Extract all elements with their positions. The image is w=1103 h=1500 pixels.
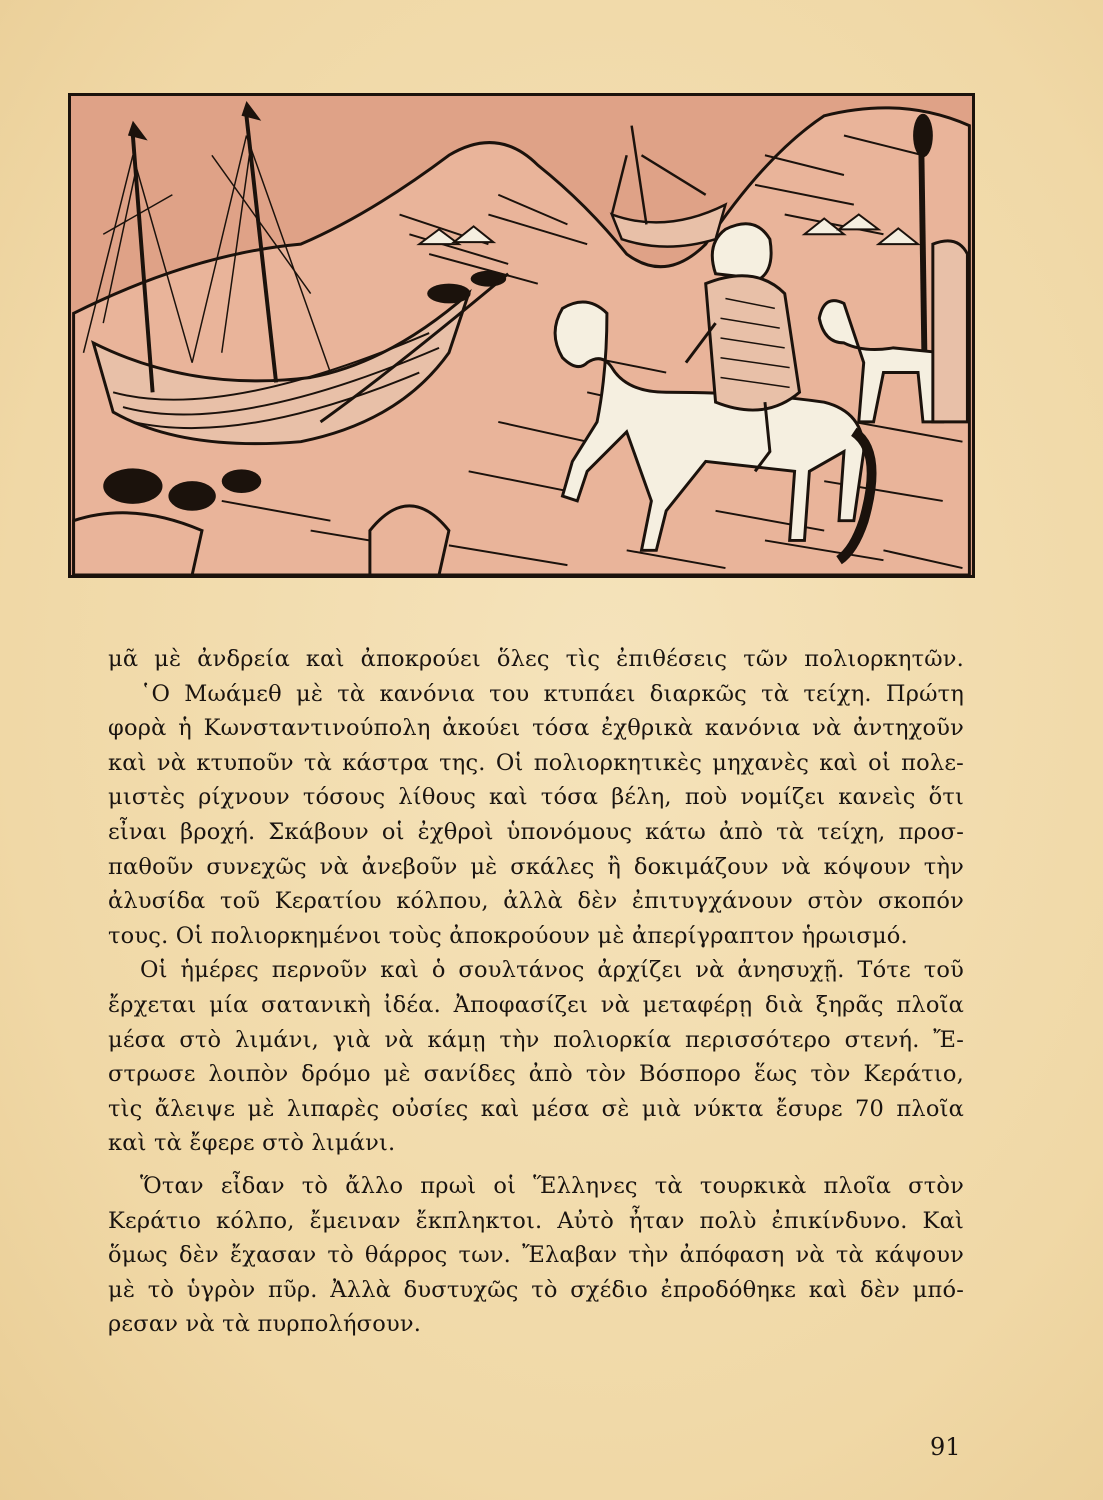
text-line: εἶναι βροχή. Σκάβουν οἱ ἐχθροὶ ὑπονόμους κάτω ἀπὸ τὰ τείχη, προσ-	[108, 818, 964, 845]
text-line: τὶς ἄλειψε μὲ λιπαρὲς οὐσίες καὶ μέσα σὲ μιὰ νύκτα ἔσυρε 70 πλοῖα	[108, 1095, 964, 1122]
page-number: 91	[930, 1433, 961, 1461]
text-line: μιστὲς ρίχνουν τόσους λίθους καὶ τόσα βέλη, ποὺ νομίζει κανεὶς ὅτι	[108, 784, 964, 811]
paragraph-gap	[108, 1161, 964, 1169]
text-line: μέσα στὸ λιμάνι, γιὰ νὰ κάμῃ τὴν πολιορκία περισσότερο στενή. Ἔ-	[108, 1026, 964, 1053]
text-line: ῾Ο Μωάμεθ μὲ τὰ κανόνια του κτυπάει διαρκῶς τὰ τείχη. Πρώτη	[140, 680, 964, 707]
text-line: Κεράτιο κόλπο, ἔμειναν ἔκπληκτοι. Αὐτὸ ἦταν πολὺ ἐπικίνδυνο. Καὶ	[108, 1207, 964, 1234]
woodcut-illustration	[68, 93, 975, 578]
text-line: καὶ τὰ ἔφερε στὸ λιμάνι.	[108, 1130, 396, 1157]
text-line: στρωσε λοιπὸν δρόμο μὲ σανίδες ἀπὸ τὸν Βόσπορο ἕως τὸν Κεράτιο,	[108, 1061, 964, 1088]
text-line: τους. Οἱ πολιορκημένοι τοὺς ἀποκρούουν μὲ ἀπερίγραπτον ἡρωισμό.	[108, 922, 908, 949]
text-line: ἔρχεται μία σατανικὴ ἰδέα. Ἀποφασίζει νὰ μεταφέρῃ διὰ ξηρᾶς πλοῖα	[108, 991, 964, 1018]
text-line: ἀλυσίδα τοῦ Κερατίου κόλπου, ἀλλὰ δὲν ἐπιτυγχάνουν στὸν σκοπόν	[108, 888, 964, 915]
illustration-image	[71, 96, 972, 575]
text-line: φορὰ ἡ Κωνσταντινούπολη ἀκούει τόσα ἐχθρικὰ κανόνια νὰ ἀντηχοῦν	[108, 715, 964, 742]
text-line: Ὅταν εἶδαν τὸ ἄλλο πρωὶ οἱ Ἕλληνες τὰ τουρκικὰ πλοῖα στὸν	[140, 1172, 964, 1199]
text-line: Οἱ ἡμέρες περνοῦν καὶ ὁ σουλτάνος ἀρχίζει νὰ ἀνησυχῇ. Τότε τοῦ	[140, 957, 964, 984]
text-line: ὅμως δὲν ἔχασαν τὸ θάρρος των. Ἔλαβαν τὴν ἀπόφαση νὰ τὰ κάψουν	[108, 1242, 964, 1269]
text-line: καὶ νὰ κτυποῦν τὰ κάστρα της. Οἱ πολιορκητικὲς μηχανὲς καὶ οἱ πολε-	[108, 749, 964, 776]
text-line: μᾶ μὲ ἀνδρεία καὶ ἀποκρούει ὅλες τὶς ἐπιθέσεις τῶν πολιορκητῶν.	[108, 646, 964, 672]
text-line: ρεσαν νὰ τὰ πυρπολήσουν.	[108, 1311, 422, 1338]
body-text	[108, 642, 964, 1342]
text-line: μὲ τὸ ὑγρὸν πῦρ. Ἀλλὰ δυστυχῶς τὸ σχέδιο ἐπροδόθηκε καὶ δὲν μπό-	[108, 1276, 964, 1303]
text-line: παθοῦν συνεχῶς νὰ ἀνεβοῦν μὲ σκάλες ἢ δοκιμάζουν νὰ κόψουν τὴν	[108, 853, 964, 880]
